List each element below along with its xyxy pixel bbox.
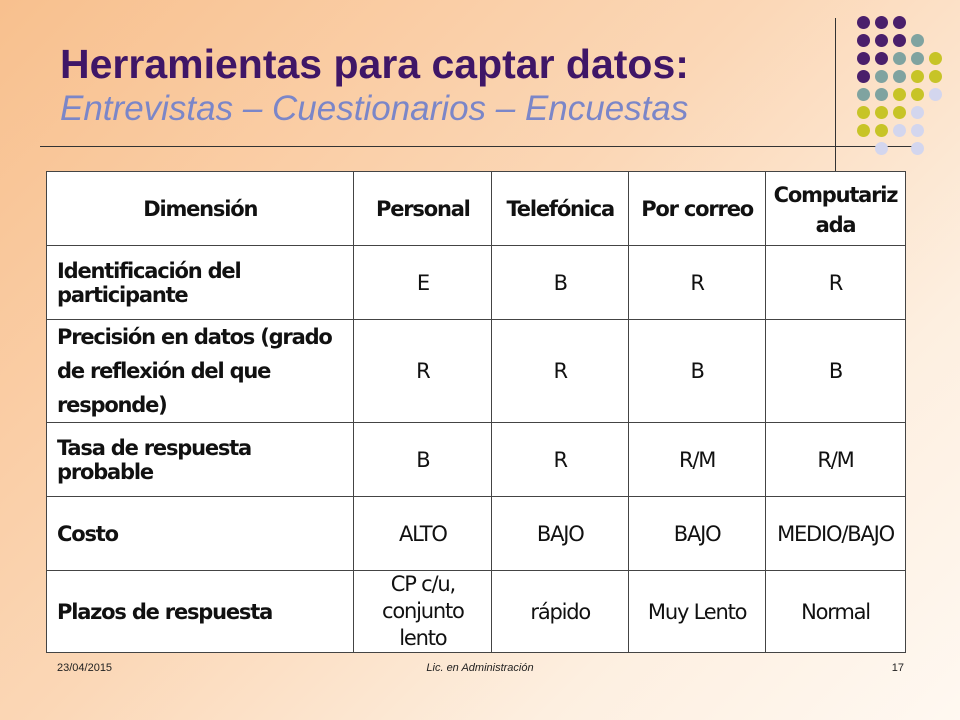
- decor-dot: [911, 106, 924, 119]
- table-cell: B: [629, 320, 766, 423]
- header-personal: Personal: [354, 172, 492, 246]
- table-cell: R/M: [766, 423, 906, 497]
- title-subtitle: Entrevistas – Cuestionarios – Encuestas: [60, 89, 689, 128]
- decor-dot: [875, 70, 888, 83]
- decor-dot: [857, 52, 870, 65]
- row-label: Plazos de respuesta: [47, 571, 354, 653]
- decor-dot: [875, 142, 888, 155]
- decor-dot: [857, 34, 870, 47]
- table-cell: R: [354, 320, 492, 423]
- decor-dot: [875, 34, 888, 47]
- header-dimension: Dimensión: [47, 172, 354, 246]
- decor-dot: [911, 124, 924, 137]
- table-cell: R: [492, 320, 629, 423]
- table-row: [47, 497, 906, 571]
- decor-dot: [893, 16, 906, 29]
- row-label: Costo: [47, 497, 354, 571]
- title-main: Herramientas para captar datos:: [60, 41, 689, 87]
- table-cell: B: [766, 320, 906, 423]
- table-cell: B: [354, 423, 492, 497]
- decor-dot: [857, 16, 870, 29]
- header-telefonica: Telefónica: [492, 172, 629, 246]
- table-cell: E: [354, 246, 492, 320]
- decor-dot: [911, 142, 924, 155]
- decor-dot: [929, 70, 942, 83]
- decor-dot: [875, 52, 888, 65]
- vertical-divider: [835, 18, 836, 186]
- table-cell: MEDIO/BAJO: [766, 497, 906, 571]
- table-cell: R: [766, 246, 906, 320]
- table-cell: CP c/u, conjunto lento: [354, 571, 492, 653]
- horizontal-divider: [40, 146, 920, 147]
- table-cell: BAJO: [629, 497, 766, 571]
- table-row: [47, 320, 906, 423]
- table-cell: rápido: [492, 571, 629, 653]
- row-label: Identificación del participante: [47, 246, 354, 320]
- footer-date: 23/04/2015: [57, 662, 113, 674]
- table-cell: R/M: [629, 423, 766, 497]
- table-cell: B: [492, 246, 629, 320]
- row-label: Tasa de respuesta probable: [47, 423, 354, 497]
- header-computarizada: Computarizada: [766, 172, 906, 246]
- decor-dot: [893, 52, 906, 65]
- table-cell: BAJO: [492, 497, 629, 571]
- decor-dot: [875, 124, 888, 137]
- table-cell: Muy Lento: [629, 571, 766, 653]
- decor-dot: [911, 70, 924, 83]
- footer-page-number: 17: [891, 662, 904, 674]
- table-cell: Normal: [766, 571, 906, 653]
- decor-dot: [911, 52, 924, 65]
- decor-dot: [893, 88, 906, 101]
- comparison-table: [46, 171, 906, 653]
- table-header-row: [47, 172, 906, 246]
- decor-dot: [911, 88, 924, 101]
- decor-dot: [857, 124, 870, 137]
- decor-dot: [857, 88, 870, 101]
- decor-dot: [875, 16, 888, 29]
- slide-title: [60, 40, 820, 130]
- table-cell: R: [629, 246, 766, 320]
- table-cell: ALTO: [354, 497, 492, 571]
- table-cell: R: [492, 423, 629, 497]
- table-row: [47, 571, 906, 653]
- decor-dot: [911, 34, 924, 47]
- decor-dot: [893, 106, 906, 119]
- decor-dot: [857, 106, 870, 119]
- table-row: [47, 423, 906, 497]
- decor-dot: [875, 106, 888, 119]
- decor-dot: [893, 124, 906, 137]
- decor-dot: [857, 70, 870, 83]
- decor-dot: [875, 88, 888, 101]
- decorative-dot-grid: [850, 10, 950, 160]
- decor-dot: [893, 70, 906, 83]
- header-por-correo: Por correo: [629, 172, 766, 246]
- decor-dot: [893, 34, 906, 47]
- table-row: [47, 246, 906, 320]
- row-label: Precisión en datos (grado de reflexión del que responde): [47, 320, 354, 423]
- footer-center-text: Lic. en Administración: [426, 662, 534, 674]
- decor-dot: [929, 52, 942, 65]
- decor-dot: [929, 88, 942, 101]
